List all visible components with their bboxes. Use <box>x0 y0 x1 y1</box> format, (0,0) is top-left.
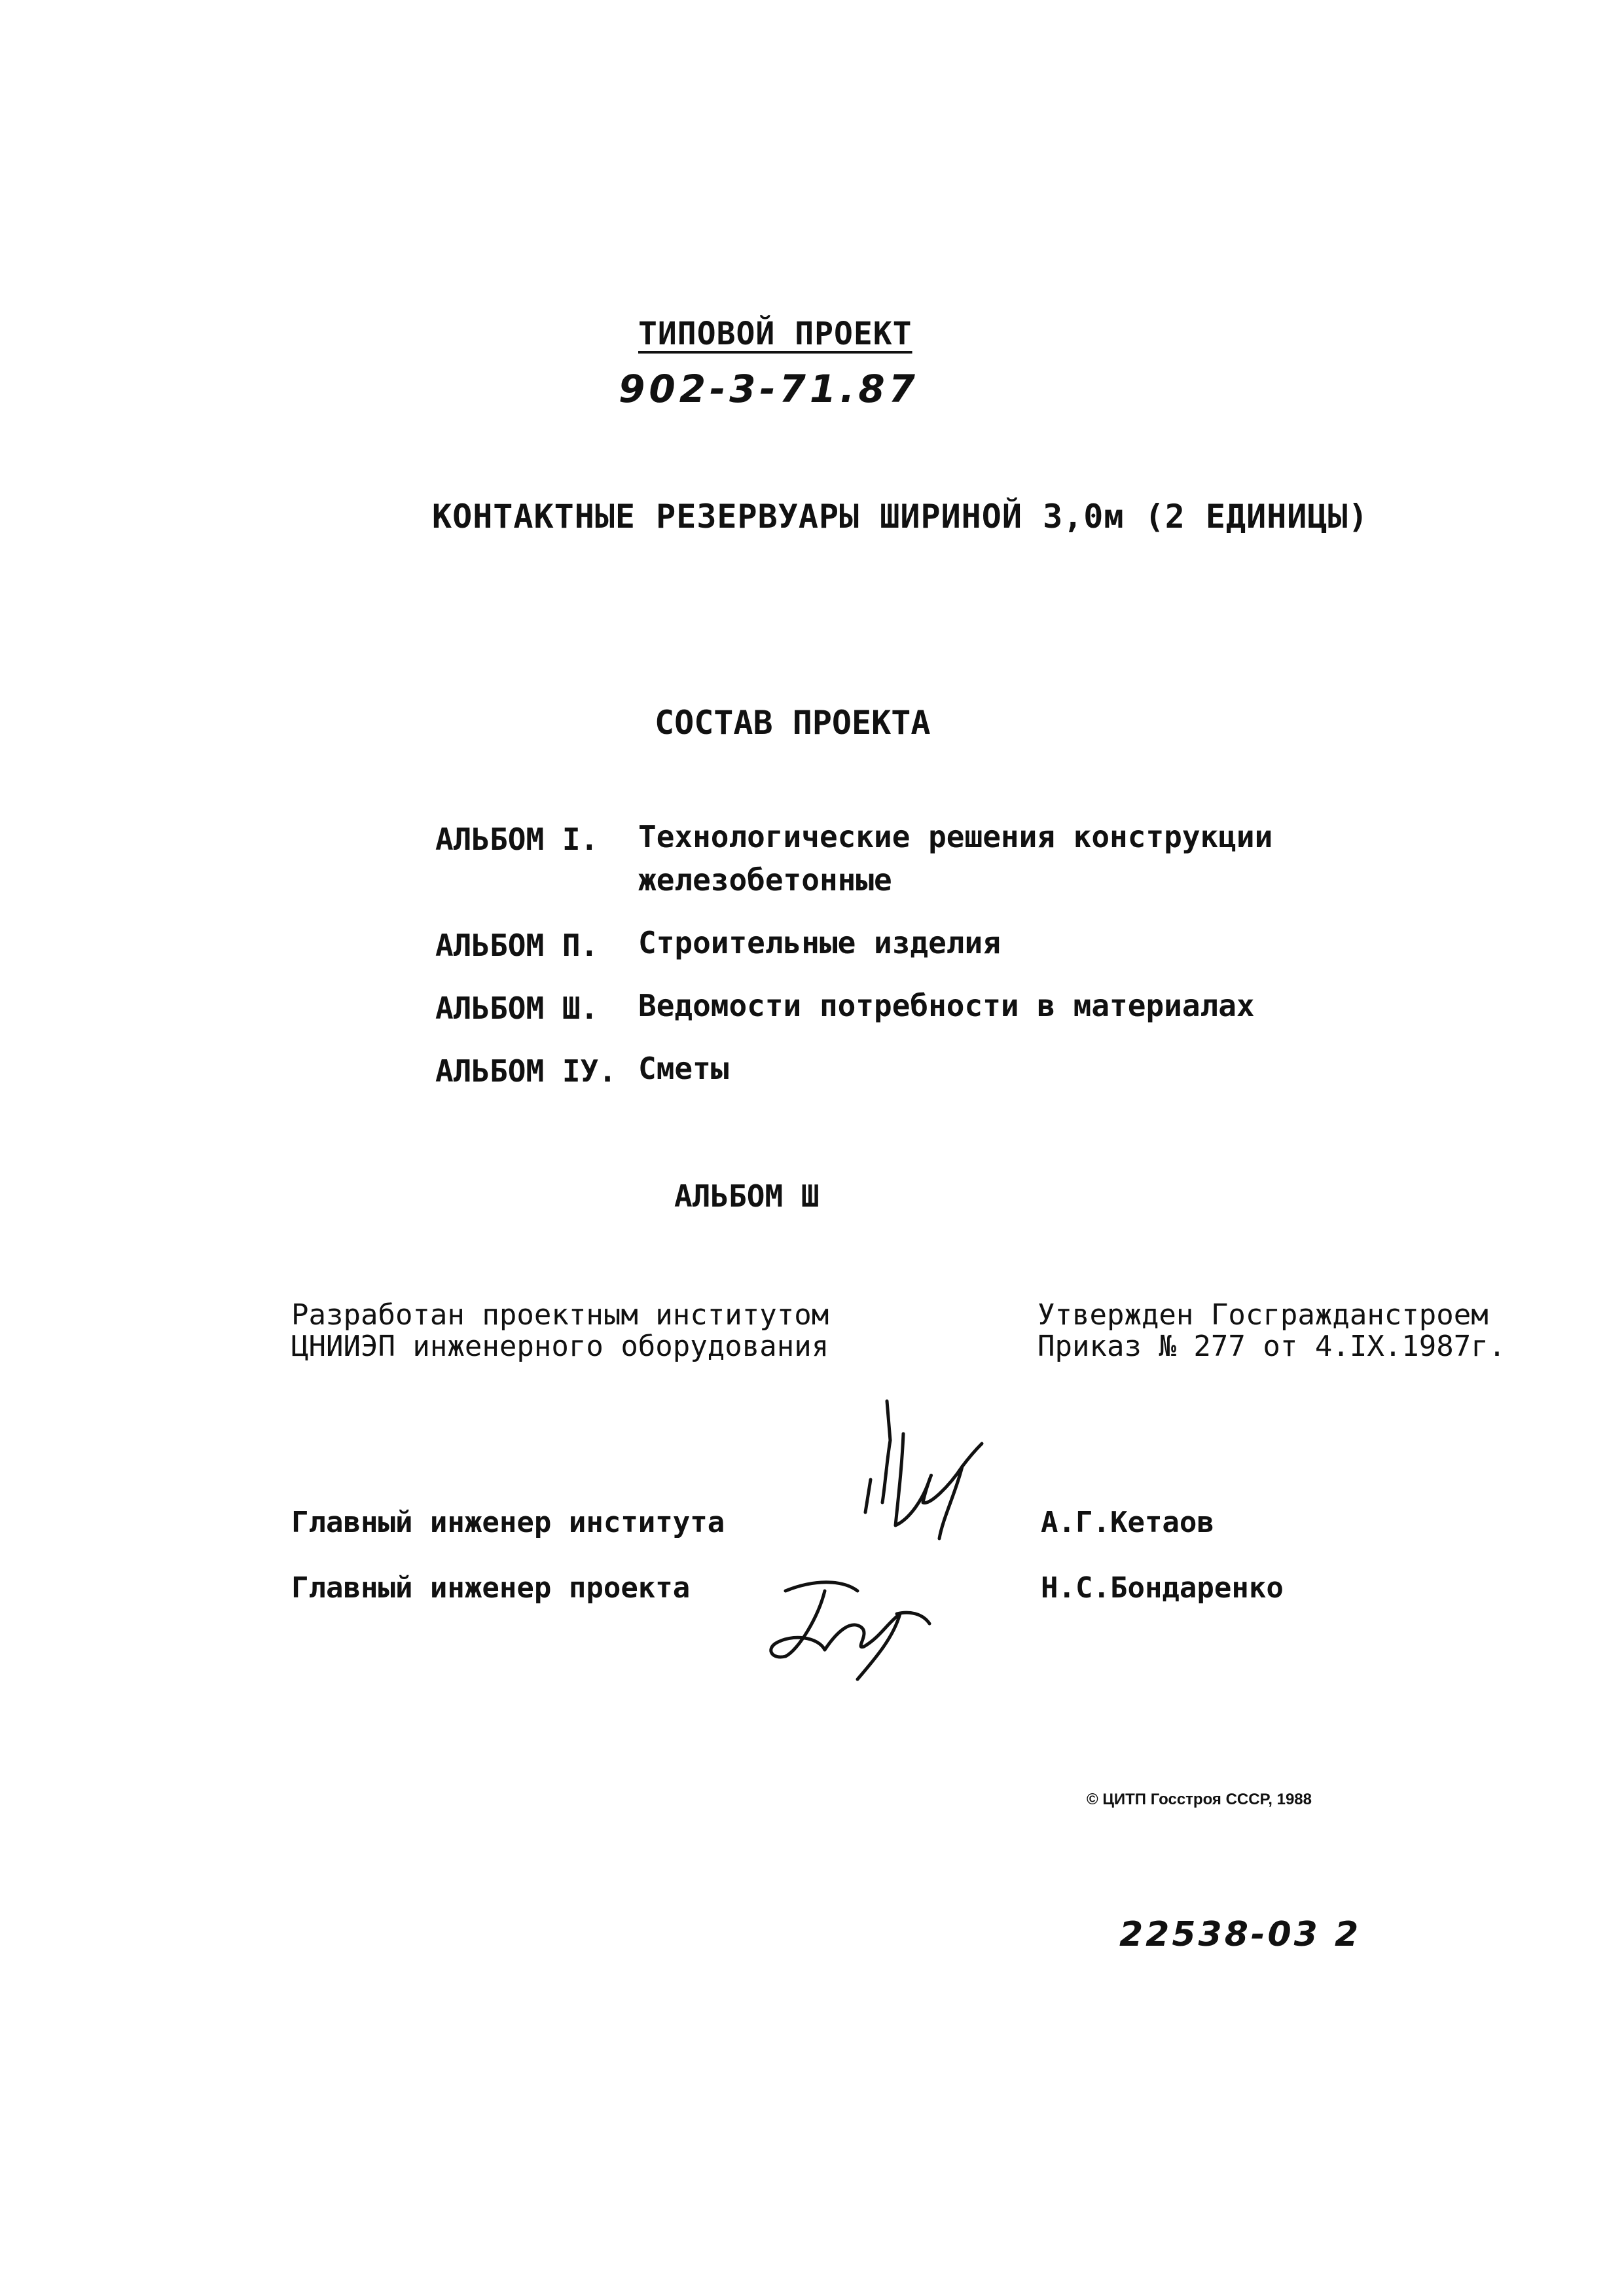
signature-2 <box>746 1552 956 1683</box>
project-number: 902-3-71.87 <box>619 367 920 411</box>
approval-block <box>1038 1300 1506 1362</box>
developer-line-1: Разработан проектным институтом <box>291 1298 829 1332</box>
signatory-name-chief-engineer-institute: А.Г.Кетаов <box>1041 1506 1214 1539</box>
album-label: АЛЬБОМ IУ. <box>435 1053 617 1089</box>
project-title: КОНТАКТНЫЕ РЕЗЕРВУАРЫ ШИРИНОЙ 3,0м (2 ЕДИНИЦЫ) <box>432 498 1369 536</box>
album-description: Строительные изделия <box>638 925 1001 960</box>
composition-heading: СОСТАВ ПРОЕКТА <box>655 704 931 742</box>
approval-line-2: Приказ № 277 от 4.IX.1987г. <box>1038 1330 1506 1363</box>
developer-block <box>291 1300 829 1362</box>
approval-line-1: Утвержден Госгражданстроем <box>1038 1298 1489 1332</box>
album-item <box>435 819 1326 902</box>
album-item <box>435 988 1326 1027</box>
signature-1 <box>825 1388 1034 1571</box>
album-label: АЛЬБОМ Ш. <box>435 991 599 1026</box>
developer-line-2: ЦНИИЭП инженерного оборудования <box>291 1330 829 1363</box>
album-list <box>435 819 1326 1116</box>
signatory-role-chief-engineer-project: Главный инженер проекта <box>291 1571 691 1605</box>
album-label: АЛЬБОМ I. <box>435 822 599 857</box>
document-type-label: ТИПОВОЙ ПРОЕКТ <box>638 316 912 352</box>
album-description: Технологические решения конструкции железобетонные <box>638 819 1273 898</box>
album-label: АЛЬБОМ П. <box>435 928 599 963</box>
copyright: © ЦИТП Госстроя СССР, 1988 <box>1087 1791 1312 1808</box>
current-album-label: АЛЬБОМ Ш <box>674 1178 820 1214</box>
inventory-number: 22538-03 2 <box>1119 1915 1362 1954</box>
album-description: Ведомости потребности в материалах <box>638 988 1255 1023</box>
signatory-role-chief-engineer-institute: Главный инженер института <box>291 1506 725 1539</box>
signatory-name-chief-engineer-project: Н.С.Бондаренко <box>1041 1571 1284 1605</box>
album-item <box>435 1053 1326 1090</box>
album-item <box>435 925 1326 964</box>
album-description: Сметы <box>638 1051 729 1086</box>
